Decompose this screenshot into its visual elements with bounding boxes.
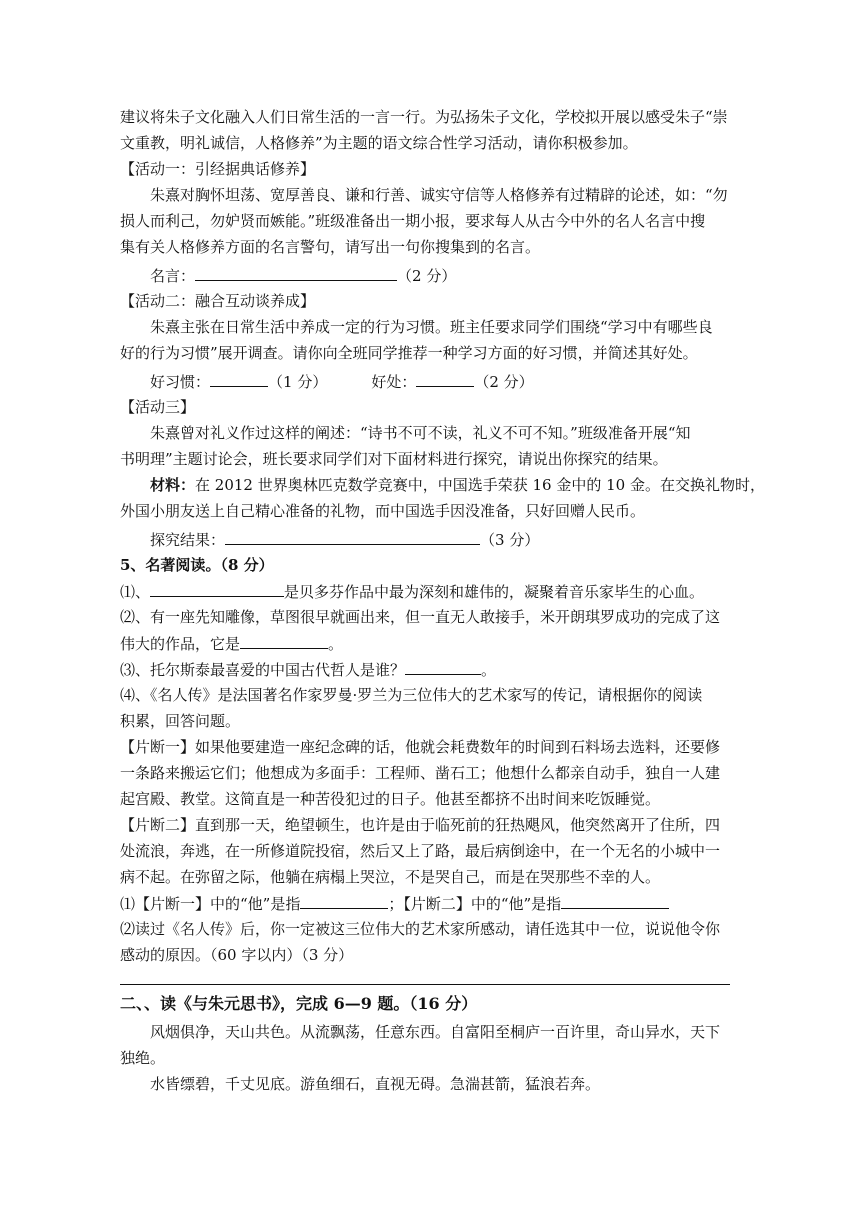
- passage-one-line: 起宫殿、教堂。这简直是一种苦役犯过的日子。他甚至都挤不出时间来吃饭睡觉。: [120, 790, 661, 808]
- activity-three-title: 【活动三】: [120, 398, 196, 416]
- quote-label: 名言：: [150, 267, 196, 285]
- q5-2-blank[interactable]: [240, 633, 328, 649]
- text-line: 书明理”主题讨论会，班长要求同学们对下面材料进行探究，请说出你探究的结果。: [120, 450, 668, 468]
- section-divider: [120, 984, 730, 985]
- passage-two-line: 处流浪，奔逃，在一所修道院投宿，然后又上了路，最后病倒途中，在一个无名的小城中一: [120, 842, 721, 860]
- passage-two-line: 【片断二】直到那一天，绝望顿生，也许是由于临死前的狂热飓风，他突然离开了住所，四: [120, 816, 721, 834]
- passage-one-line: 【片断一】如果他要建造一座纪念碑的话，他就会耗费数年的时间到石料场去选料，还要修: [120, 738, 721, 756]
- result-score: （3 分）: [480, 531, 540, 549]
- passage-one-line: 一条路来搬运它们；他想成为多面手：工程师、凿石工；他想什么都亲自动手，独自一人建: [120, 764, 721, 782]
- quote-answer-line: [150, 265, 456, 286]
- section-two-title: 二、、读《与朱元思书》，完成 6—9 题。（16 分）: [120, 994, 478, 1013]
- benefit-label: 好处：: [371, 373, 417, 391]
- subquestion-one-blank-a[interactable]: [300, 893, 388, 909]
- text-line: 感动的原因。（60 字以内）（3 分）: [120, 946, 354, 964]
- activity-one-title: 【活动一：引经据典话修养】: [120, 160, 316, 178]
- text-line: 文重教，明礼诚信，人格修养”为主题的语文综合性学习活动，请你积极参加。: [120, 134, 638, 152]
- q5-1-line: [120, 581, 704, 602]
- passage-two-line: 病不起。在弥留之际，他躺在病榻上哭泣，不是哭自己，而是在哭那些不幸的人。: [120, 868, 661, 886]
- habit-blank[interactable]: [210, 371, 268, 387]
- q5-1-blank[interactable]: [150, 581, 284, 597]
- q5-2-line: [120, 633, 343, 654]
- habit-answer-line: [150, 371, 534, 392]
- material-text: 在 2012 世界奥林匹克数学竞赛中，中国选手荣获 16 金中的 10 金。在交换礼物时，: [195, 476, 765, 494]
- benefit-score: （2 分）: [474, 373, 534, 391]
- text-line: 朱熹对胸怀坦荡、宽厚善良、谦和行善、诚实守信等人格修养有过精辟的论述，如：“勿: [150, 186, 728, 204]
- result-answer-line: [150, 529, 539, 550]
- q5-1-number: ⑴、: [120, 583, 151, 601]
- text-line: ⑵、有一座先知雕像，草图很早就画出来，但一直无人敢接手，米开朗琪罗成功的完成了这: [120, 608, 721, 626]
- classical-text-line: 独绝。: [120, 1049, 166, 1067]
- text-line: 建议将朱子文化融入人们日常生活的一言一行。为弘扬朱子文化，学校拟开展以感受朱子“崇: [120, 108, 728, 126]
- q5-2-text: 伟大的作品，它是: [120, 635, 241, 653]
- subquestion-one-text-a: ⑴【片断一】中的“他”是指: [120, 895, 301, 913]
- subquestion-one-blank-b[interactable]: [561, 893, 669, 909]
- habit-label: 好习惯：: [150, 373, 211, 391]
- text-line: 损人而利己，勿妒贤而嫉能。”班级准备出一期小报，要求每人从古今中外的名人名言中搜: [120, 212, 706, 230]
- text-line: 好的行为习惯”展开调查。请你向全班同学推荐一种学习方面的好习惯，并简述其好处。: [120, 344, 698, 362]
- text-line: 朱熹曾对礼义作过这样的阐述：“诗书不可不读，礼义不可不知。”班级准备开展“知: [150, 424, 691, 442]
- text-line: 集有关人格修养方面的名言警句，请写出一句你搜集到的名言。: [120, 238, 541, 256]
- classical-text-line: 水皆缥碧，千丈见底。游鱼细石，直视无碍。急湍甚箭，猛浪若奔。: [150, 1075, 601, 1093]
- text-line: 积累，回答问题。: [120, 712, 241, 730]
- quote-score: （2 分）: [397, 267, 457, 285]
- q5-3-end: 。: [481, 661, 497, 679]
- q5-3-line: [120, 659, 496, 680]
- text-line: ⑵读过《名人传》后，你一定被这三位伟大的艺术家所感动，请任选其中一位，说说他令你: [120, 920, 721, 938]
- text-line: ⑷、《名人传》是法国著名作家罗曼·罗兰为三位伟大的艺术家写的传记，请根据你的阅读: [120, 686, 703, 704]
- q5-3-blank[interactable]: [405, 659, 481, 675]
- q5-2-end: 。: [328, 635, 344, 653]
- text-line: 朱熹主张在日常生活中养成一定的行为习惯。班主任要求同学们围绕“学习中有哪些良: [150, 318, 713, 336]
- material-line: [150, 475, 765, 495]
- question-five-title: 5、名著阅读。（8 分）: [120, 556, 274, 574]
- benefit-blank[interactable]: [416, 371, 474, 387]
- classical-text-line: 风烟俱净，天山共色。从流飘荡，任意东西。自富阳至桐庐一百许里，奇山异水，天下: [150, 1023, 721, 1041]
- result-blank[interactable]: [225, 529, 480, 545]
- activity-two-title: 【活动二：融合互动谈养成】: [120, 292, 316, 310]
- q5-1-text: 是贝多芬作品中最为深刻和雄伟的，凝聚着音乐家毕生的心血。: [284, 583, 705, 601]
- q5-3-text: ⑶、托尔斯泰最喜爱的中国古代哲人是谁？: [120, 661, 406, 679]
- subquestion-one-line: [120, 893, 669, 914]
- habit-score: （1 分）: [268, 373, 328, 391]
- text-line: 外国小朋友送上自己精心准备的礼物，而中国选手因没准备，只好回赠人民币。: [120, 502, 646, 520]
- subquestion-one-text-b: ；【片断二】中的“他”是指: [388, 895, 562, 913]
- result-label: 探究结果：: [150, 531, 226, 549]
- material-label: 材料：: [150, 476, 196, 494]
- quote-blank[interactable]: [195, 265, 397, 281]
